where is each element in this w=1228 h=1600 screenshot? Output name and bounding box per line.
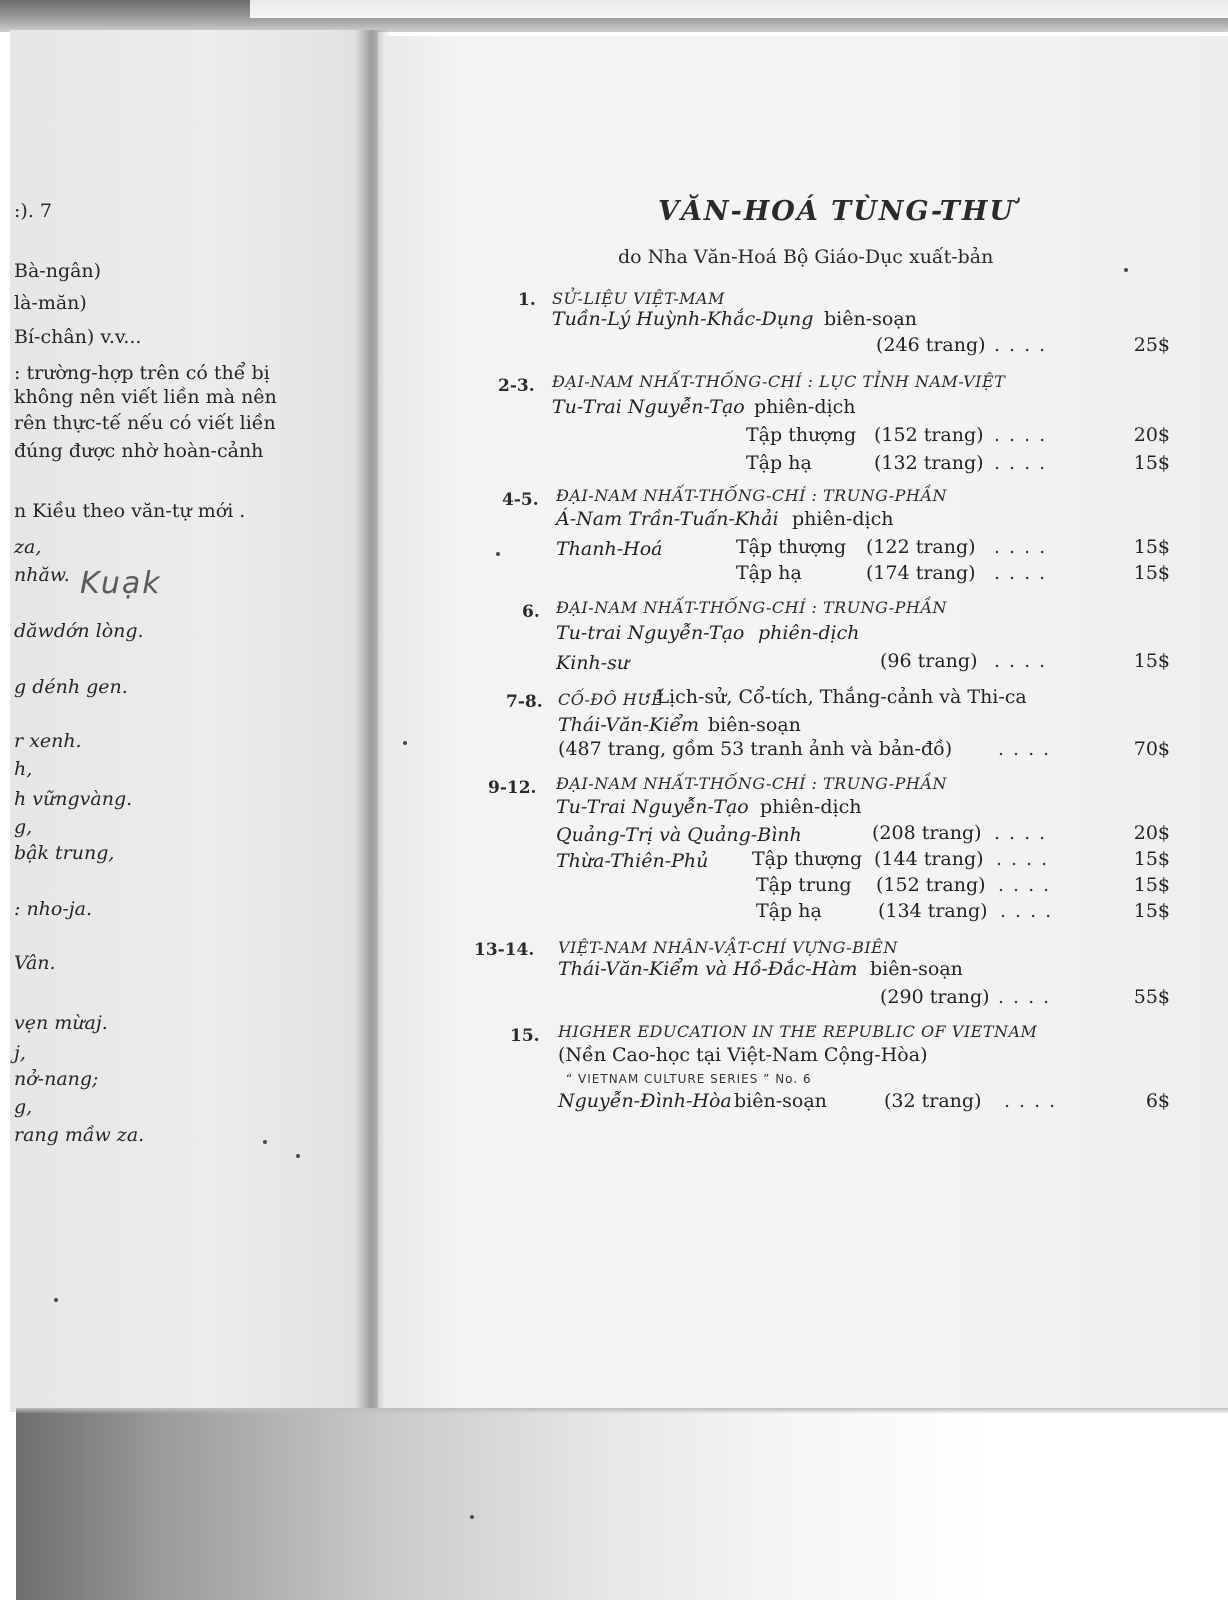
leader-dots: .... — [994, 562, 1055, 584]
left-line: dăwdớn lòng. — [14, 620, 144, 642]
left-line: đúng được nhờ hoàn-cảnh — [14, 440, 264, 462]
scan-speck — [403, 741, 407, 745]
scan-bottom-edge — [16, 1408, 1228, 1600]
entry-number: 13-14. — [474, 940, 535, 960]
price: 6$ — [1145, 1090, 1170, 1112]
scan-speck — [470, 1515, 474, 1519]
page-count: (174 trang) — [866, 562, 976, 584]
series-title: ĐẠI-NAM NHẤT-THỐNG-CHÍ : TRUNG-PHẦN — [556, 774, 947, 793]
left-line: za, — [14, 536, 42, 558]
price: 20$ — [1133, 424, 1170, 446]
volume-label: Quảng-Trị và Quảng-Bình — [556, 824, 802, 846]
left-line: bậk trung, — [14, 842, 115, 864]
left-line: không nên viết liền mà nên — [14, 386, 277, 408]
handwritten-note: Kuạk — [80, 566, 162, 601]
page-count: (96 trang) — [880, 650, 978, 672]
price: 70$ — [1133, 738, 1170, 760]
entry-number: 7-8. — [506, 692, 543, 712]
page-count: (122 trang) — [866, 536, 976, 558]
entry-number: 9-12. — [488, 778, 537, 798]
page-count: (152 trang) — [876, 874, 986, 896]
left-page — [10, 30, 378, 1412]
price: 25$ — [1133, 334, 1170, 356]
left-line: r xenh. — [14, 730, 82, 752]
leader-dots: .... — [994, 424, 1055, 446]
entry-number: 6. — [522, 602, 540, 622]
left-line: g dénh gen. — [14, 676, 128, 698]
left-line: Vân. — [14, 952, 56, 974]
author-name: Tu-trai Nguyễn-Tạo — [556, 622, 745, 644]
author-name: Tu-Trai Nguyễn-Tạo — [556, 796, 749, 818]
author-name: Thái-Văn-Kiểm — [558, 714, 700, 736]
price: 55$ — [1133, 986, 1170, 1008]
entry-number: 1. — [518, 290, 536, 310]
scan-speck — [54, 1298, 58, 1302]
author-name: Tuần-Lý Huỳnh-Khắc-Dụng — [552, 308, 814, 330]
price: 15$ — [1133, 900, 1170, 922]
price: 15$ — [1133, 452, 1170, 474]
left-line: Bí-chân) v.v... — [14, 326, 142, 348]
price: 15$ — [1133, 650, 1170, 672]
left-line: Bà-ngân) — [14, 260, 102, 282]
page-count: (134 trang) — [878, 900, 988, 922]
page-subtitle: do Nha Văn-Hoá Bộ Giáo-Dục xuất-bản — [618, 246, 994, 268]
left-line: g, — [14, 1096, 33, 1118]
series-title: ĐẠI-NAM NHẤT-THỐNG-CHÍ : TRUNG-PHẦN — [556, 486, 947, 505]
author-role: phiên-dịch — [754, 396, 856, 418]
series-title: CỐ-ĐÔ HUẾ — [558, 690, 664, 709]
right-page — [385, 36, 1228, 1408]
price: 20$ — [1133, 822, 1170, 844]
leader-dots: .... — [994, 822, 1055, 844]
scan-speck — [496, 552, 500, 556]
left-line: h, — [14, 758, 33, 780]
author-role: phiên-dịch — [758, 622, 860, 644]
author-role: biên-soạn — [708, 714, 801, 736]
leader-dots: .... — [996, 848, 1057, 870]
left-line: :). 7 — [14, 200, 52, 222]
left-line: j, — [14, 1042, 26, 1064]
page-title: VĂN-HOÁ TÙNG-THƯ — [658, 196, 1015, 227]
volume-label: Thừa-Thiên-Phủ — [556, 850, 709, 872]
leader-dots: .... — [994, 334, 1055, 356]
price: 15$ — [1133, 848, 1170, 870]
left-line: nở-nang; — [14, 1068, 99, 1090]
volume-part: Tập thượng — [746, 424, 857, 446]
leader-dots: .... — [994, 452, 1055, 474]
author-name: Á-Nam Trần-Tuấn-Khải — [556, 508, 779, 530]
left-line: : nho-ja. — [14, 898, 93, 920]
author-role: biên-soạn — [824, 308, 917, 330]
left-line: là-măn) — [14, 292, 87, 314]
price: 15$ — [1133, 536, 1170, 558]
left-line: vẹn mừaj. — [14, 1012, 108, 1034]
entry-number: 15. — [510, 1026, 540, 1046]
left-line: h vữngvàng. — [14, 788, 133, 810]
series-tag: “ VIETNAM CULTURE SERIES ” No. 6 — [566, 1072, 812, 1086]
volume-label: (487 trang, gồm 53 tranh ảnh và bản-đồ) — [558, 738, 953, 760]
author-role: biên-soạn — [734, 1090, 827, 1112]
series-title: HIGHER EDUCATION IN THE REPUBLIC OF VIETNAM — [558, 1022, 1038, 1041]
left-line: rên thực-tế nếu có viết liền — [14, 412, 276, 434]
page-count: (290 trang) — [880, 986, 990, 1008]
price: 15$ — [1133, 874, 1170, 896]
page-count: (246 trang) — [876, 334, 986, 356]
leader-dots: .... — [1000, 900, 1061, 922]
left-line: rang mầw za. — [14, 1124, 145, 1146]
page-count: (144 trang) — [874, 848, 984, 870]
volume-part: Tập hạ — [736, 562, 802, 584]
leader-dots: .... — [994, 650, 1055, 672]
series-title: ĐẠI-NAM NHẤT-THỐNG-CHÍ : LỤC TỈNH NAM-VIỆT — [552, 372, 1006, 391]
author-role: biên-soạn — [870, 958, 963, 980]
volume-part: Tập hạ — [746, 452, 812, 474]
series-subtitle: : Lịch-sử, Cổ-tích, Thắng-cảnh và Thi-ca — [644, 686, 1027, 708]
author-role: phiên-dịch — [792, 508, 894, 530]
volume-part: Tập thượng — [752, 848, 863, 870]
page-count: (32 trang) — [884, 1090, 982, 1112]
scan-speck — [263, 1140, 267, 1144]
leader-dots: .... — [998, 874, 1059, 896]
price: 15$ — [1133, 562, 1170, 584]
volume-part: Tập trung — [756, 874, 852, 896]
left-line: : trường-hợp trên có thể bị — [14, 362, 270, 384]
left-line: g, — [14, 816, 33, 838]
volume-part: Tập hạ — [756, 900, 822, 922]
series-title: VIỆT-NAM NHÂN-VẬT-CHÍ VỰNG-BIÊN — [558, 938, 898, 957]
volume-part: Tập thượng — [736, 536, 847, 558]
author-name: Thái-Văn-Kiểm và Hồ-Đắc-Hàm — [558, 958, 858, 980]
page-count: (208 trang) — [872, 822, 982, 844]
page-count: (152 trang) — [874, 424, 984, 446]
scan-speck — [296, 1154, 300, 1158]
volume-label: Thanh-Hoá — [556, 538, 663, 560]
series-title: ĐẠI-NAM NHẤT-THỐNG-CHÍ : TRUNG-PHẦN — [556, 598, 947, 617]
author-role: phiên-dịch — [760, 796, 862, 818]
left-line: nhăw. — [14, 564, 70, 586]
leader-dots: .... — [994, 536, 1055, 558]
scan-top-edge — [0, 0, 1228, 32]
left-line: n Kiều theo văn-tự mới . — [14, 500, 246, 522]
entry-number: 2-3. — [498, 376, 535, 396]
series-note: (Nền Cao-học tại Việt-Nam Cộng-Hòa) — [558, 1044, 928, 1066]
leader-dots: .... — [998, 986, 1059, 1008]
leader-dots: .... — [998, 738, 1059, 760]
scan-speck — [1124, 268, 1128, 272]
page-count: (132 trang) — [874, 452, 984, 474]
leader-dots: .... — [1004, 1090, 1065, 1112]
author-name: Tu-Trai Nguyễn-Tạo — [552, 396, 745, 418]
volume-label: Kinh-sư — [556, 652, 630, 674]
author-name: Nguyễn-Đình-Hòa — [558, 1090, 732, 1112]
entry-number: 4-5. — [502, 490, 539, 510]
series-title: SỬ-LIỆU VIỆT-MAM — [552, 289, 725, 308]
